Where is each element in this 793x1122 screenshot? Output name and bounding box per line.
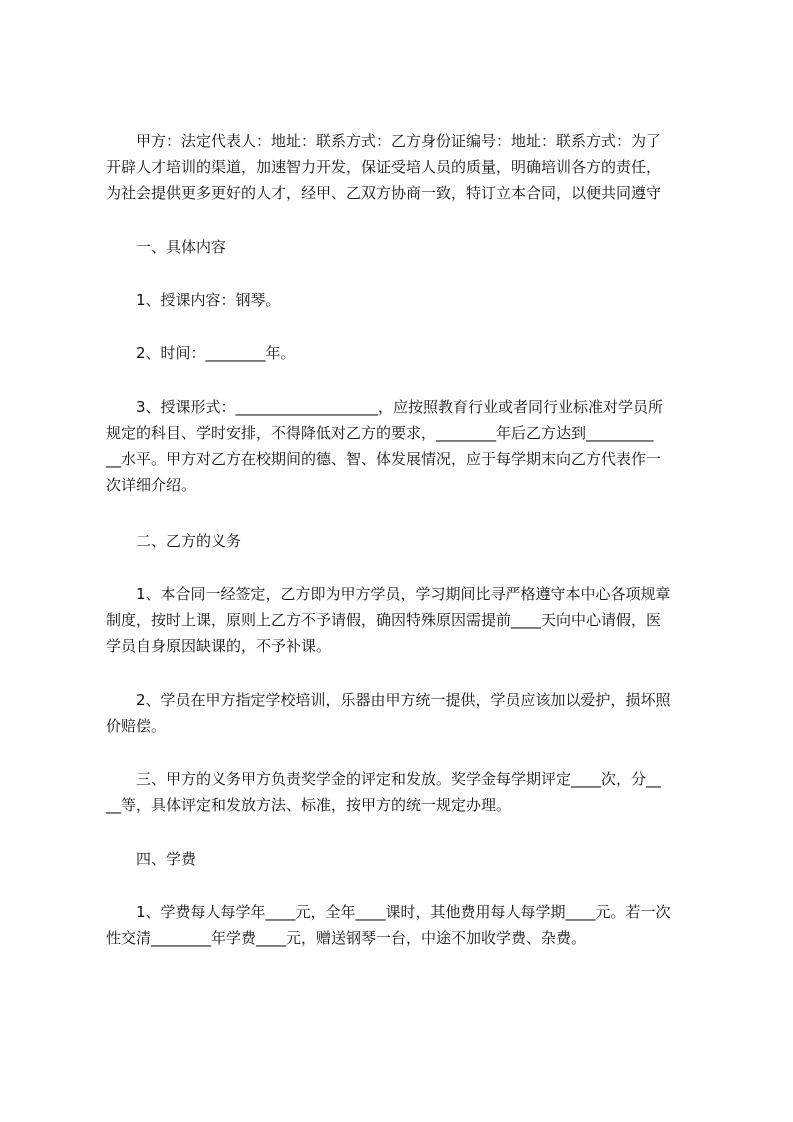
intro-line-2: 开辟人才培训的渠道，加速智力开发，保证受培人员的质量，明确培训各方的责任， [106,158,662,176]
section-1-item-3 [106,394,706,498]
section-3-line-2: __等，具体评定和发放方法、标准，按甲方的统一规定办理。 [106,796,512,814]
section-1-item-3-line-2: 规定的科目、学时安排，不得降低对乙方的要求，________年后乙方达到_________ [106,424,654,442]
section-1-item-1-text: 1、授课内容：钢琴。 [136,291,281,309]
section-2-item-2-line-1: 2、学员在甲方指定学校培训，乐器由甲方统一提供，学员应该加以爱护，损坏照 [136,691,671,709]
section-4-heading [106,846,706,872]
section-4-item-1-line-2: 性交清________年学费____元，赠送钢琴一台，中途不加收学费、杂费。 [106,929,587,947]
section-2-item-1-line-2: 制度，按时上课，原则上乙方不予请假，确因特殊原因需提前____天向中心请假，医 [106,611,662,629]
section-1-item-2 [106,340,706,366]
section-1-item-1 [106,287,706,313]
section-1-item-3-line-4: 次详细介绍。 [106,476,197,494]
section-1-heading [106,234,706,260]
section-3-line-1: 三、甲方的义务甲方负责奖学金的评定和发放。奖学金每学期评定____次，分__ [136,770,662,788]
section-1-item-3-line-3: __水平。甲方对乙方在校期间的德、智、体发展情况，应于每学期末向乙方代表作一 [106,450,662,468]
section-4-item-1-line-1: 1、学费每人每学年____元，全年____课时，其他费用每人每学期____元。若一次 [136,903,671,921]
section-2-heading-text: 二、乙方的义务 [136,532,242,550]
section-2-item-2-line-2: 价赔偿。 [106,717,167,735]
section-2-heading [106,528,706,554]
section-2-item-1-line-3: 学员自身原因缺课的，不予补课。 [106,637,332,655]
section-4-item-1 [106,899,706,951]
section-2-item-1-line-1: 1、本合同一经签定，乙方即为甲方学员，学习期间比寻严格遵守本中心各项规章 [136,585,671,603]
intro-line-1: 甲方：法定代表人：地址：联系方式：乙方身份证编号：地址：联系方式：为了 [136,132,662,150]
intro-paragraph [106,128,706,206]
section-1-item-2-text: 2、时间：________年。 [136,344,296,362]
section-1-heading-text: 一、具体内容 [136,238,227,256]
section-2-item-1 [106,581,706,659]
section-3-paragraph [106,766,706,818]
intro-line-3: 为社会提供更多更好的人才，经甲、乙双方协商一致，特订立本合同，以便共同遵守 [106,184,662,202]
section-2-item-2 [106,687,706,739]
section-1-item-3-line-1: 3、授课形式：___________________，应按照教育行业或者同行业标准对学员所 [136,398,664,416]
section-4-heading-text: 四、学费 [136,850,197,868]
